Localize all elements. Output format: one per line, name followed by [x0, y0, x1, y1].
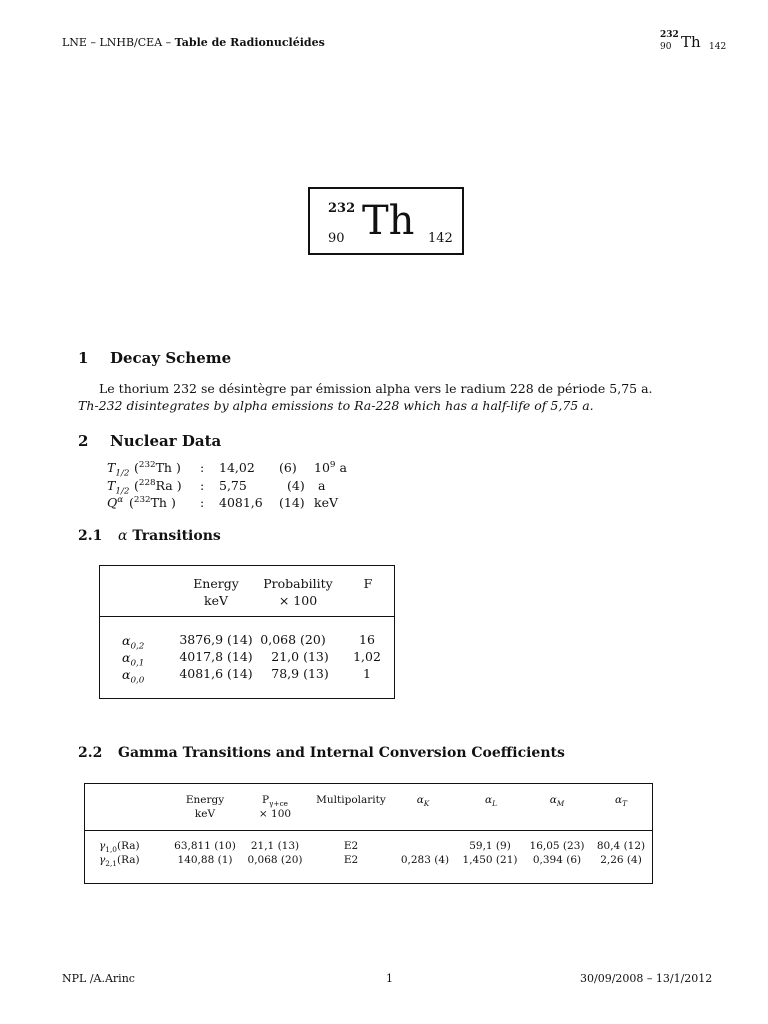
footer-page-number: 1: [386, 972, 393, 985]
header-n: 142: [709, 42, 727, 52]
element-mass: 232: [328, 201, 356, 216]
alpha-row1-label: $\alpha_{0,2}$: [122, 633, 145, 652]
decay-text-fr: Le thorium 232 se désintègre par émission alpha vers le radium 228 de période 5,75 a.: [99, 381, 653, 396]
alpha-header-probability: Probability: [263, 576, 333, 591]
header-title: Table de Radionucléides: [174, 36, 325, 49]
nd-row3-colon: :: [200, 495, 205, 510]
alpha-row3-f: 1: [363, 666, 371, 681]
alpha-header-energy: Energy: [193, 576, 239, 591]
section-1-title: Decay Scheme: [110, 349, 232, 367]
gamma-header-multipolarity: Multipolarity: [316, 794, 386, 806]
nd-row1-quantity: $T_{1/2}$: [107, 460, 130, 479]
gamma-row2-p: 0,068 (20): [247, 854, 303, 866]
nd-row2-quantity: $T_{1/2}$: [107, 478, 130, 497]
nuclear-data-list: [107, 460, 367, 516]
running-header: [62, 36, 325, 49]
gamma-row1-energy: 63,811 (10): [174, 840, 236, 852]
alpha-row2-f: 1,02: [353, 649, 381, 664]
section-2-title: Nuclear Data: [110, 432, 222, 450]
alpha-header-f: F: [363, 576, 373, 591]
alpha-row1-energy: 3876,9 (14): [179, 632, 253, 647]
header-symbol: Th: [681, 33, 701, 51]
gamma-row1-multipolarity: E2: [343, 840, 359, 852]
gamma-row2-label: $\gamma_{2,1}(Ra)$: [99, 854, 140, 869]
element-z: 90: [328, 231, 345, 246]
nd-row3-unit: keV: [314, 495, 338, 510]
header-mass: 232: [660, 30, 679, 40]
gamma-row1-alpha-l: 59,1 (9): [469, 840, 511, 852]
section-22-title: Gamma Transitions and Internal Conversion Coefficients: [118, 745, 565, 761]
gamma-header-alpha-m: $\alpha_M$: [549, 794, 565, 809]
gamma-row1-alpha-t: 80,4 (12): [596, 840, 646, 852]
nd-row1-nuclide: ($^{232}$Th ): [134, 460, 181, 476]
gamma-transitions-table: [84, 783, 653, 884]
gamma-table-divider: [85, 830, 652, 831]
gamma-row1-alpha-m: 16,05 (23): [529, 840, 585, 852]
decay-text-en: Th-232 disintegrates by alpha emissions to Ra-228 which has a half-life of 5,75 a.: [78, 398, 594, 413]
alpha-row1-probability: 0,068 (20): [260, 632, 326, 647]
gamma-header-p: $P_{\gamma+ce}$: [261, 794, 289, 809]
element-box: [308, 187, 464, 255]
nd-row3-quantity: $Q^\alpha$: [107, 495, 124, 511]
nd-row2-nuclide: ($^{228}$Ra ): [134, 478, 182, 494]
header-z: 90: [660, 42, 672, 52]
nd-row1-colon: :: [200, 460, 205, 475]
nd-row2-uncertainty: (4): [287, 478, 305, 493]
section-21-title: α Transitions: [118, 528, 221, 544]
footer-dates: 30/09/2008 – 13/1/2012: [580, 972, 713, 985]
nd-row1-unit: $10^9$ a: [314, 460, 347, 476]
alpha-header-energy-unit: keV: [204, 593, 228, 608]
alpha-row3-label: $\alpha_{0,0}$: [122, 667, 145, 686]
gamma-header-p-unit: × 100: [258, 808, 292, 820]
gamma-header-alpha-l: $\alpha_L$: [485, 794, 497, 809]
alpha-row1-f: 16: [359, 632, 375, 647]
gamma-row2-alpha-k: 0,283 (4): [400, 854, 450, 866]
section-2-number: 2: [78, 432, 89, 450]
element-symbol: Th: [362, 198, 415, 244]
gamma-row2-alpha-l: 1,450 (21): [462, 854, 518, 866]
gamma-row2-energy: 140,88 (1): [177, 854, 233, 866]
footer-author: NPL /A.Arinc: [62, 972, 135, 985]
nd-row3-uncertainty: (14): [279, 495, 305, 510]
gamma-header-alpha-k: $\alpha_K$: [416, 794, 430, 809]
alpha-table-divider: [100, 616, 394, 617]
gamma-row2-alpha-m: 0,394 (6): [532, 854, 582, 866]
header-prefix: LNE – LNHB/CEA –: [62, 36, 175, 49]
gamma-header-energy-unit: keV: [194, 808, 216, 820]
section-22-number: 2.2: [78, 745, 103, 761]
nd-row1-uncertainty: (6): [279, 460, 297, 475]
nd-row2-unit: a: [318, 478, 326, 493]
gamma-row2-multipolarity: E2: [343, 854, 359, 866]
section-21-number: 2.1: [78, 528, 103, 544]
gamma-header-energy: Energy: [185, 794, 225, 806]
element-n: 142: [428, 231, 453, 246]
gamma-row2-alpha-t: 2,26 (4): [600, 854, 642, 866]
nd-row3-value: 4081,6: [219, 495, 263, 510]
gamma-row1-p: 21,1 (13): [250, 840, 300, 852]
alpha-header-probability-unit: × 100: [278, 593, 318, 608]
alpha-row2-probability: 21,0 (13): [271, 649, 329, 664]
nd-row2-colon: :: [200, 478, 205, 493]
header-nuclide: [660, 30, 727, 56]
alpha-transitions-table: [99, 565, 395, 699]
section-1-number: 1: [78, 349, 89, 367]
gamma-header-alpha-t: $\alpha_T$: [615, 794, 627, 809]
nd-row2-value: 5,75: [219, 478, 247, 493]
alpha-row3-energy: 4081,6 (14): [179, 666, 253, 681]
alpha-row3-probability: 78,9 (13): [271, 666, 329, 681]
alpha-row2-energy: 4017,8 (14): [179, 649, 253, 664]
nd-row3-nuclide: ($^{232}$Th ): [129, 495, 176, 511]
nd-row1-value: 14,02: [219, 460, 255, 475]
alpha-row2-label: $\alpha_{0,1}$: [122, 650, 145, 669]
gamma-row1-label: $\gamma_{1,0}(Ra)$: [99, 840, 140, 855]
